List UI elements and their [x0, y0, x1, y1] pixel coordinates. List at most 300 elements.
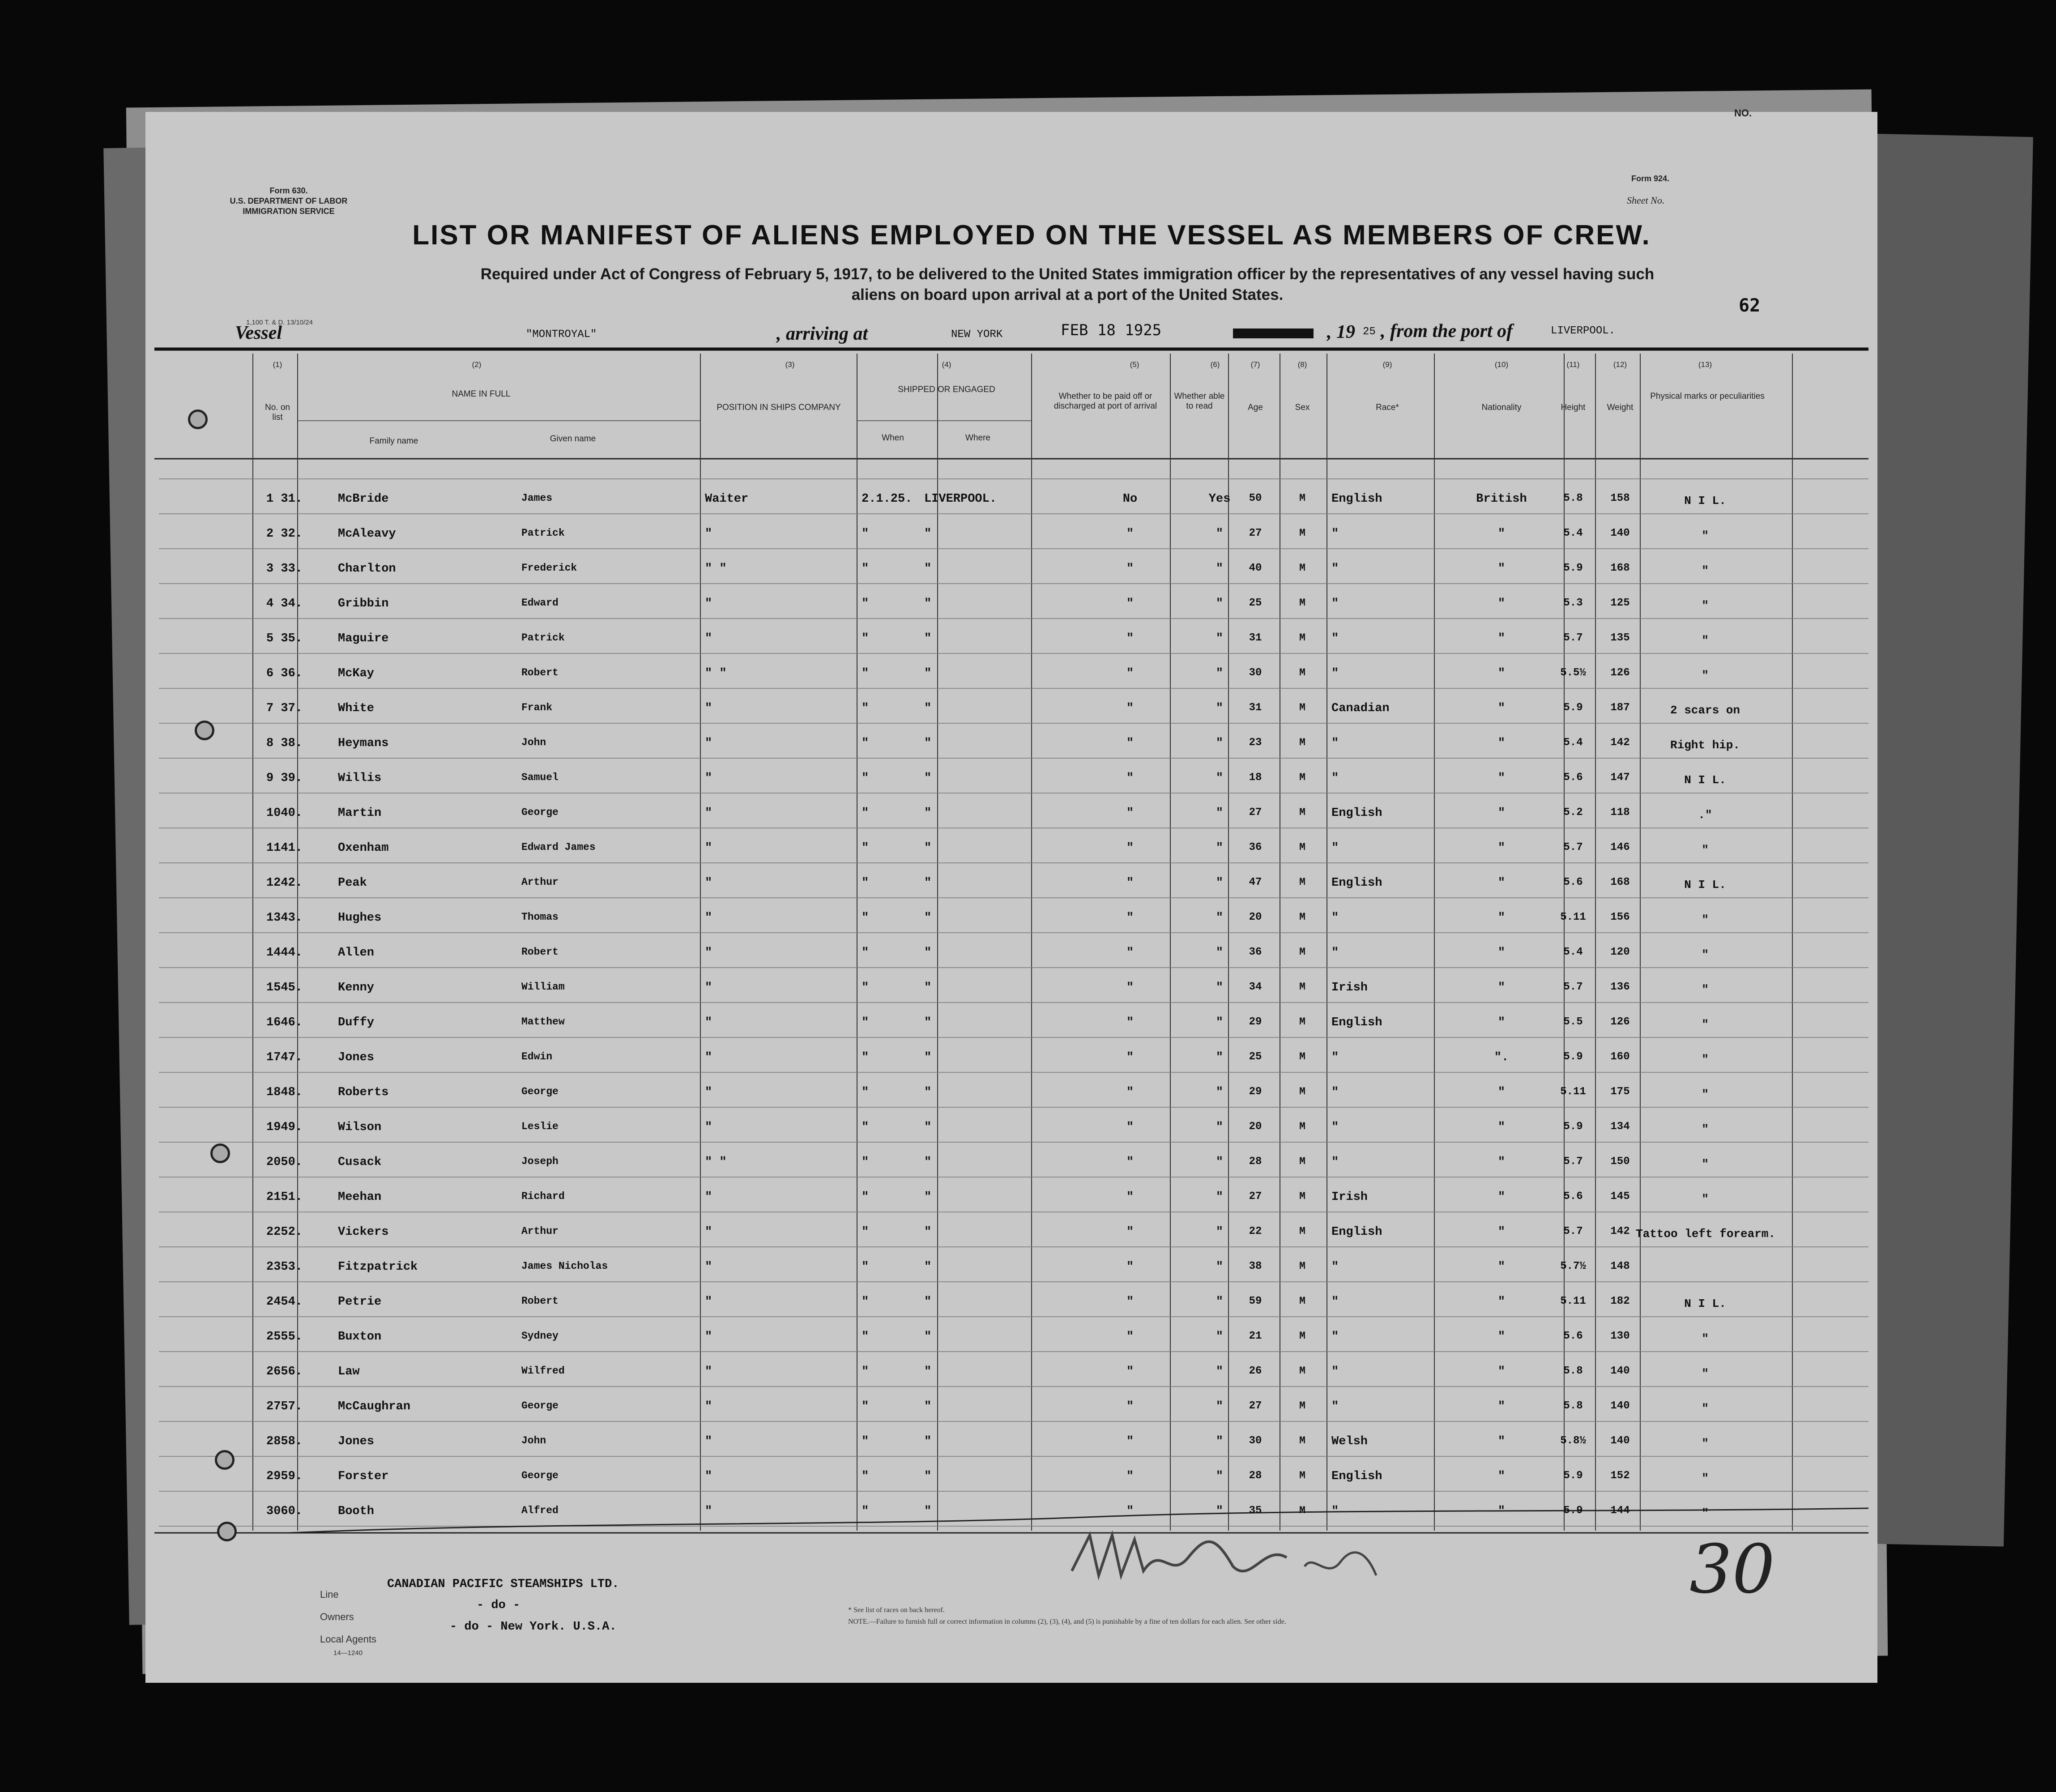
shipped-when-cell: "	[862, 632, 869, 645]
header-race: Race*	[1376, 403, 1399, 412]
race-cell: English	[1331, 806, 1382, 820]
weight-cell: 140	[1610, 1400, 1630, 1412]
shipped-when-cell: "	[862, 597, 869, 610]
position-cell: "	[705, 1330, 712, 1344]
height-cell: 5.6	[1563, 876, 1583, 888]
sex-cell: M	[1299, 1121, 1305, 1132]
height-cell: 5.9	[1563, 1505, 1583, 1517]
position-cell: " "	[705, 562, 727, 576]
row-number-cell: 7 37.	[266, 702, 303, 715]
sex-cell: M	[1299, 1295, 1305, 1307]
shipped-where-cell: "	[924, 1365, 932, 1378]
family-name-cell: Allen	[338, 946, 375, 960]
family-name-cell: Kenny	[338, 981, 375, 994]
weight-cell: 182	[1610, 1295, 1630, 1307]
col-num-1: (1)	[273, 360, 282, 369]
row-number-cell: 2050.	[266, 1156, 303, 1169]
family-name-cell: Oxenham	[338, 841, 389, 855]
header-position: POSITION IN SHIPS COMPANY	[717, 403, 841, 412]
age-cell: 30	[1249, 667, 1262, 679]
row-number-cell: 2151.	[266, 1190, 303, 1204]
row-number-cell: 1242.	[266, 876, 303, 890]
table-row	[145, 553, 1877, 588]
height-cell: 5.6	[1563, 772, 1583, 784]
position-cell: "	[705, 911, 712, 925]
height-cell: 5.9	[1563, 1470, 1583, 1482]
given-name-cell: William	[521, 981, 565, 993]
height-cell: 5.11	[1560, 911, 1586, 923]
physical-marks-cell: "	[1702, 1437, 1709, 1450]
height-cell: 5.8	[1563, 1365, 1583, 1377]
position-cell: "	[705, 806, 712, 820]
family-name-cell: McKay	[338, 667, 375, 680]
position-cell: "	[705, 632, 712, 645]
service-label: IMMIGRATION SERVICE	[243, 207, 335, 216]
shipped-when-cell: "	[862, 667, 869, 680]
height-cell: 5.9	[1563, 562, 1583, 574]
able-to-read-cell: "	[1216, 737, 1224, 750]
able-to-read-cell: "	[1216, 1121, 1224, 1134]
weight-cell: 150	[1610, 1156, 1630, 1168]
agents-value: - do - New York. U.S.A.	[450, 1620, 617, 1634]
row-number-cell: 5 35.	[266, 632, 303, 645]
shipped-when-cell: "	[862, 841, 869, 855]
family-name-cell: Hughes	[338, 911, 382, 925]
paid-off-cell: "	[1126, 1295, 1134, 1309]
shipped-when-cell: "	[862, 772, 869, 785]
table-row	[145, 937, 1877, 972]
shipped-when-cell: "	[862, 1330, 869, 1344]
height-cell: 5.7	[1563, 632, 1583, 644]
weight-cell: 158	[1610, 492, 1630, 504]
age-cell: 36	[1249, 946, 1262, 958]
position-cell: "	[705, 1435, 712, 1448]
position-cell: "	[705, 1260, 712, 1274]
nationality-cell: "	[1497, 667, 1506, 680]
position-cell: "	[705, 1295, 712, 1309]
physical-marks-cell: "	[1702, 1122, 1709, 1136]
given-name-cell: Frederick	[521, 562, 577, 574]
physical-marks-cell: "	[1702, 669, 1709, 682]
age-cell: 20	[1249, 1121, 1262, 1133]
position-cell: "	[705, 1365, 712, 1378]
race-cell: "	[1331, 667, 1339, 680]
shipped-when-cell: "	[862, 1190, 869, 1204]
given-name-cell: Arthur	[521, 1225, 559, 1237]
position-cell: "	[705, 1121, 712, 1134]
shipped-when-cell: "	[862, 1295, 869, 1309]
table-row	[145, 728, 1877, 763]
paid-off-cell: "	[1126, 702, 1134, 715]
physical-marks-cell: "	[1702, 1402, 1709, 1415]
year-suffix: 25	[1363, 326, 1376, 338]
able-to-read-cell: "	[1216, 981, 1224, 994]
age-cell: 18	[1249, 772, 1262, 784]
col-num-2: (2)	[472, 360, 482, 369]
table-row	[145, 693, 1877, 728]
nationality-cell: "	[1497, 562, 1506, 576]
total-count: 30	[1689, 1531, 1775, 1609]
shipped-where-cell: "	[924, 911, 932, 925]
table-row	[145, 1286, 1877, 1321]
from-port-label: , from the port of	[1381, 321, 1513, 341]
able-to-read-cell: "	[1216, 1051, 1224, 1064]
sex-cell: M	[1299, 1086, 1305, 1097]
form-header	[226, 186, 351, 217]
arriving-port: NEW YORK	[951, 329, 1003, 341]
row-number-cell: 9 39.	[266, 772, 303, 785]
race-cell: Welsh	[1331, 1435, 1368, 1448]
row-number-cell: 1646.	[266, 1016, 303, 1029]
shipped-when-cell: "	[862, 1121, 869, 1134]
subtitle-line-1: Required under Act of Congress of February 5, 1917, to be delivered to the United States immigration officer by the representatives of any vessel having such	[480, 265, 1655, 283]
paid-off-cell: "	[1126, 806, 1134, 820]
shipped-when-cell: "	[862, 981, 869, 994]
physical-marks-cell: "	[1702, 1088, 1709, 1101]
shipped-where-cell: "	[924, 841, 932, 855]
position-cell: " "	[705, 1156, 727, 1169]
family-name-cell: Buxton	[338, 1330, 382, 1344]
table-row	[145, 972, 1877, 1007]
table-row	[145, 1182, 1877, 1216]
table-row	[145, 1391, 1877, 1426]
shipped-when-cell: "	[862, 527, 869, 541]
age-cell: 31	[1249, 632, 1262, 644]
race-cell: "	[1331, 737, 1339, 750]
race-cell: Irish	[1331, 981, 1368, 994]
race-cell: "	[1331, 1295, 1339, 1309]
sex-cell: M	[1299, 876, 1305, 888]
shipped-where-cell: LIVERPOOL.	[924, 492, 997, 506]
position-cell: "	[705, 597, 712, 610]
family-name-cell: Petrie	[338, 1295, 382, 1309]
sex-cell: M	[1299, 1016, 1305, 1028]
age-cell: 23	[1249, 737, 1262, 749]
position-cell: "	[705, 1505, 712, 1518]
able-to-read-cell: "	[1216, 527, 1224, 541]
shipped-when-cell: "	[862, 1365, 869, 1378]
paid-off-cell: "	[1126, 1505, 1134, 1518]
race-cell: "	[1331, 1086, 1339, 1099]
given-name-cell: Edward James	[521, 841, 596, 853]
shipped-where-cell: "	[924, 1016, 932, 1029]
position-cell: "	[705, 702, 712, 715]
weight-cell: 118	[1610, 806, 1630, 819]
weight-cell: 140	[1610, 1365, 1630, 1377]
given-name-cell: Wilfred	[521, 1365, 565, 1377]
shipped-where-cell: "	[924, 946, 932, 960]
family-name-cell: Charlton	[338, 562, 396, 576]
shipped-where-cell: "	[924, 1470, 932, 1483]
physical-marks-cell: N I L.	[1684, 878, 1726, 892]
family-name-cell: Vickers	[338, 1225, 389, 1239]
binder-hole	[210, 1143, 230, 1163]
sex-cell: M	[1299, 1470, 1305, 1481]
weight-cell: 126	[1610, 1016, 1630, 1028]
family-name-cell: McCaughran	[338, 1400, 411, 1413]
race-cell: "	[1331, 1121, 1339, 1134]
race-cell: "	[1331, 527, 1339, 541]
table-row	[145, 798, 1877, 832]
race-cell: "	[1331, 1260, 1339, 1274]
race-cell: "	[1331, 597, 1339, 610]
weight-cell: 130	[1610, 1330, 1630, 1342]
row-number-cell: 6 36.	[266, 667, 303, 680]
able-to-read-cell: "	[1216, 806, 1224, 820]
table-row	[145, 763, 1877, 798]
able-to-read-cell: Yes	[1208, 492, 1231, 506]
table-row	[145, 1496, 1877, 1531]
family-name-cell: Duffy	[338, 1016, 375, 1029]
physical-marks-cell: "	[1702, 843, 1709, 857]
height-cell: 5.3	[1563, 597, 1583, 609]
nationality-cell: "	[1497, 1086, 1506, 1099]
col-num-11: (11)	[1566, 360, 1580, 369]
nationality-cell: "	[1497, 1330, 1506, 1344]
able-to-read-cell: "	[1216, 841, 1224, 855]
sex-cell: M	[1299, 1365, 1305, 1377]
header-where: Where	[965, 433, 990, 443]
penalty-note: NOTE.—Failure to furnish full or correct information in columns (2), (3), (4), and (5) is punishable by a fine of ten dollars for each alien. See other side.	[848, 1618, 1286, 1626]
race-cell: "	[1331, 1156, 1339, 1169]
nationality-cell: "	[1497, 1121, 1506, 1134]
page-title: LIST OR MANIFEST OF ALIENS EMPLOYED ON THE VESSEL AS MEMBERS OF CREW.	[412, 220, 1651, 251]
physical-marks-cell: "	[1702, 913, 1709, 926]
row-number-cell: 1545.	[266, 981, 303, 994]
age-cell: 21	[1249, 1330, 1262, 1342]
nationality-cell: "	[1497, 597, 1506, 610]
position-cell: " "	[705, 667, 727, 680]
nationality-cell: ".	[1494, 1051, 1509, 1064]
shipped-where-cell: "	[924, 772, 932, 785]
table-row	[145, 1077, 1877, 1112]
row-number-cell: 2959.	[266, 1470, 303, 1483]
shipped-where-cell: "	[924, 1051, 932, 1064]
nationality-cell: "	[1497, 1225, 1506, 1239]
height-cell: 5.7	[1563, 841, 1583, 853]
age-cell: 28	[1249, 1156, 1262, 1168]
sex-cell: M	[1299, 1260, 1305, 1272]
shipped-where-cell: "	[924, 737, 932, 750]
physical-marks-cell: "	[1702, 948, 1709, 961]
weight-cell: 142	[1610, 737, 1630, 749]
row-number-cell: 1141.	[266, 841, 303, 855]
shipped-when-cell: "	[862, 1156, 869, 1169]
table-row	[145, 623, 1877, 658]
position-cell: "	[705, 1400, 712, 1413]
sex-cell: M	[1299, 911, 1305, 923]
height-cell: 5.9	[1563, 702, 1583, 714]
binder-hole	[195, 721, 214, 740]
height-cell: 5.7	[1563, 1156, 1583, 1168]
physical-marks-cell: N I L.	[1684, 1297, 1726, 1310]
given-name-cell: James Nicholas	[521, 1260, 608, 1272]
paid-off-cell: "	[1126, 1260, 1134, 1274]
nationality-cell: "	[1497, 527, 1506, 541]
position-cell: "	[705, 1190, 712, 1204]
subtitle-line-2: aliens on board upon arrival at a port of the United States.	[851, 286, 1284, 303]
form-number: Form 924.	[1631, 174, 1670, 183]
given-name-cell: Sydney	[521, 1330, 559, 1342]
able-to-read-cell: "	[1216, 597, 1224, 610]
shipped-where-cell: "	[924, 527, 932, 541]
age-cell: 29	[1249, 1086, 1262, 1098]
nationality-cell: "	[1497, 1190, 1506, 1204]
sex-cell: M	[1299, 1156, 1305, 1167]
weight-cell: 140	[1610, 1435, 1630, 1447]
nationality-cell: British	[1476, 492, 1527, 506]
shipped-when-cell: "	[862, 1400, 869, 1413]
col-num-9: (9)	[1382, 360, 1392, 369]
given-name-cell: Joseph	[521, 1156, 559, 1167]
shipped-when-cell: "	[862, 1505, 869, 1518]
able-to-read-cell: "	[1216, 1435, 1224, 1448]
height-cell: 5.6	[1563, 1190, 1583, 1203]
race-cell: "	[1331, 1365, 1339, 1378]
position-cell: "	[705, 1051, 712, 1064]
row-number-cell: 2757.	[266, 1400, 303, 1413]
able-to-read-cell: "	[1216, 1260, 1224, 1274]
able-to-read-cell: "	[1216, 1086, 1224, 1099]
row-number-cell: 2252.	[266, 1225, 303, 1239]
form-label: Form 630.	[269, 186, 308, 195]
nationality-cell: "	[1497, 1400, 1506, 1413]
height-cell: 5.2	[1563, 806, 1583, 819]
position-cell: "	[705, 1470, 712, 1483]
table-row	[145, 1356, 1877, 1391]
height-cell: 5.11	[1560, 1086, 1586, 1098]
paid-off-cell: "	[1126, 1121, 1134, 1134]
given-name-cell: Patrick	[521, 632, 565, 644]
age-cell: 34	[1249, 981, 1262, 993]
shipped-when-cell: "	[862, 1086, 869, 1099]
family-name-cell: Law	[338, 1365, 360, 1378]
position-cell: "	[705, 737, 712, 750]
family-name-cell: Booth	[338, 1505, 375, 1518]
weight-cell: 148	[1610, 1260, 1630, 1272]
nationality-cell: "	[1497, 1016, 1506, 1029]
race-cell: "	[1331, 1051, 1339, 1064]
paid-off-cell: "	[1126, 841, 1134, 855]
age-cell: 47	[1249, 876, 1262, 888]
table-row	[145, 518, 1877, 553]
age-cell: 28	[1249, 1470, 1262, 1482]
shipped-when-cell: "	[862, 1016, 869, 1029]
physical-marks-cell: Right hip.	[1670, 738, 1740, 752]
age-cell: 27	[1249, 1190, 1262, 1203]
race-cell: "	[1331, 911, 1339, 925]
nationality-cell: "	[1497, 632, 1506, 645]
binder-hole	[217, 1522, 237, 1541]
sex-cell: M	[1299, 1330, 1305, 1342]
col-num-8: (8)	[1297, 360, 1307, 369]
nationality-cell: "	[1497, 1435, 1506, 1448]
family-name-cell: Heymans	[338, 737, 389, 750]
department-label: U.S. DEPARTMENT OF LABOR	[230, 196, 348, 205]
weight-cell: 144	[1610, 1505, 1630, 1517]
paid-off-cell: "	[1126, 1156, 1134, 1169]
header-shipped: SHIPPED OR ENGAGED	[898, 385, 995, 394]
height-cell: 5.7½	[1560, 1260, 1586, 1272]
position-cell: "	[705, 1086, 712, 1099]
weight-cell: 156	[1610, 911, 1630, 923]
physical-marks-cell: "	[1702, 599, 1709, 612]
age-cell: 31	[1249, 702, 1262, 714]
position-cell: "	[705, 1016, 712, 1029]
paid-off-cell: "	[1126, 772, 1134, 785]
arriving-label: , arriving at	[776, 324, 868, 344]
row-number-cell: 1848.	[266, 1086, 303, 1099]
header-family-name: Family name	[369, 436, 418, 446]
physical-marks-cell: "	[1702, 1018, 1709, 1031]
physical-marks-cell: 2 scars on	[1670, 704, 1740, 717]
given-name-cell: Samuel	[521, 772, 559, 783]
table-row	[145, 483, 1877, 518]
physical-marks-cell: "	[1702, 1053, 1709, 1066]
table-row	[145, 867, 1877, 902]
position-cell: "	[705, 772, 712, 785]
shipped-where-cell: "	[924, 1400, 932, 1413]
height-cell: 5.5½	[1560, 667, 1586, 679]
shipped-when-cell: "	[862, 911, 869, 925]
height-cell: 5.5	[1563, 1016, 1583, 1028]
table-row	[145, 832, 1877, 867]
physical-marks-cell: "	[1702, 1332, 1709, 1345]
family-name-cell: Peak	[338, 876, 367, 890]
shipped-where-cell: "	[924, 702, 932, 715]
table-row	[145, 1251, 1877, 1286]
weight-cell: 134	[1610, 1121, 1630, 1133]
age-cell: 22	[1249, 1225, 1262, 1237]
paid-off-cell: "	[1126, 1225, 1134, 1239]
line-value: CANADIAN PACIFIC STEAMSHIPS LTD.	[387, 1578, 619, 1591]
weight-cell: 140	[1610, 527, 1630, 539]
paid-off-cell: "	[1126, 527, 1134, 541]
redaction-mark	[1233, 329, 1314, 338]
paid-off-cell: "	[1126, 1400, 1134, 1413]
sex-cell: M	[1299, 1505, 1305, 1516]
nationality-cell: "	[1497, 1156, 1506, 1169]
row-number-cell: 2656.	[266, 1365, 303, 1378]
able-to-read-cell: "	[1216, 1016, 1224, 1029]
shipped-when-cell: "	[862, 876, 869, 890]
weight-cell: 168	[1610, 876, 1630, 888]
paid-off-cell: "	[1126, 981, 1134, 994]
able-to-read-cell: "	[1216, 772, 1224, 785]
nationality-cell: "	[1497, 1295, 1506, 1309]
page-subtitle	[262, 264, 1873, 305]
shipped-when-cell: "	[862, 1051, 869, 1064]
able-to-read-cell: "	[1216, 876, 1224, 890]
vessel-label: Vessel	[235, 323, 282, 343]
sex-cell: M	[1299, 1051, 1305, 1062]
shipped-where-cell: "	[924, 1505, 932, 1518]
header-age: Age	[1248, 403, 1263, 412]
paid-off-cell: "	[1126, 1435, 1134, 1448]
header-nationality: Nationality	[1481, 403, 1522, 412]
age-cell: 20	[1249, 911, 1262, 923]
sex-cell: M	[1299, 946, 1305, 958]
header-no-on-list: No. on list	[265, 403, 290, 422]
weight-cell: 135	[1610, 632, 1630, 644]
position-cell: "	[705, 981, 712, 994]
sex-cell: M	[1299, 1190, 1305, 1202]
line-label: Line	[320, 1589, 339, 1600]
given-name-cell: Alfred	[521, 1505, 559, 1516]
nationality-cell: "	[1497, 702, 1506, 715]
shipped-where-cell: "	[924, 1121, 932, 1134]
binder-hole	[188, 410, 208, 429]
